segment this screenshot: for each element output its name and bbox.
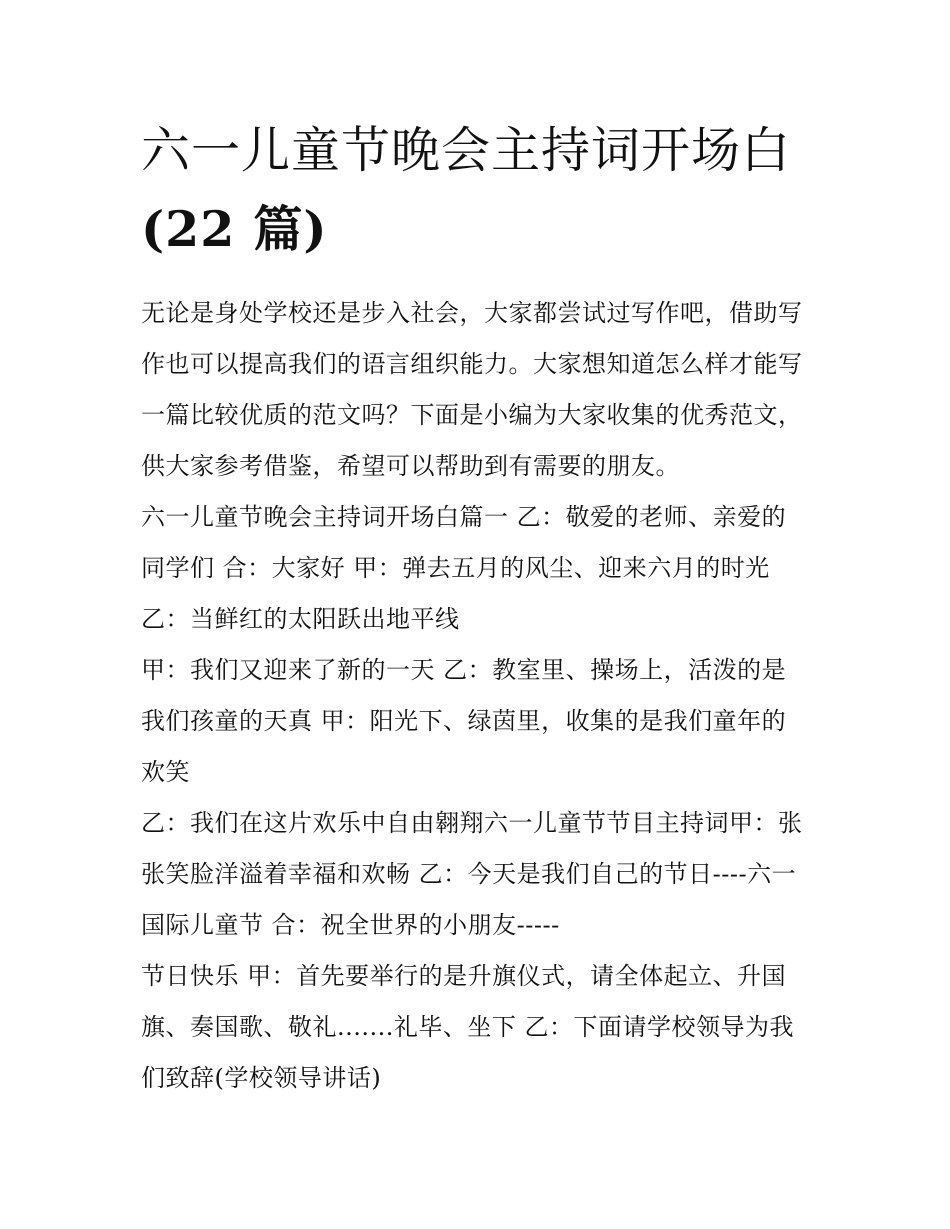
body-line: 乙：我们在这片欢乐中自由翱翔六一儿童节节目主持词甲：张: [141, 809, 803, 837]
document-page: [141, 112, 821, 1104]
body-text: [141, 492, 821, 1104]
body-line: 我们孩童的天真 甲：阳光下、绿茵里，收集的是我们童年的: [141, 707, 787, 735]
intro-line: 无论是身处学校还是步入社会，大家都尝试过写作吧，借助写: [141, 299, 803, 327]
body-line: 六一儿童节晚会主持词开场白篇一 乙：敬爱的老师、亲爱的: [141, 503, 787, 531]
intro-line: 作也可以提高我们的语言组织能力。大家想知道怎么样才能写: [141, 350, 803, 378]
body-line: 甲：我们又迎来了新的一天 乙：教室里、操场上，活泼的是: [141, 656, 787, 684]
body-line: 们致辞(学校领导讲话): [141, 1064, 382, 1092]
intro-line: 供大家参考借鉴，希望可以帮助到有需要的朋友。: [141, 452, 680, 480]
body-line: 国际儿童节 合：祝全世界的小朋友-----: [141, 911, 560, 939]
body-line: 乙：当鲜红的太阳跃出地平线: [141, 605, 460, 633]
document-title: [141, 112, 821, 268]
body-line: 同学们 合：大家好 甲：弹去五月的风尘、迎来六月的时光: [141, 554, 770, 582]
title-line-1: 六一儿童节晚会主持词开场白: [141, 122, 792, 179]
body-line: 张笑脸洋溢着幸福和欢畅 乙：今天是我们自己的节日----六一: [141, 860, 797, 888]
body-line: 欢笑: [141, 758, 190, 786]
title-line-2: (22 篇): [141, 200, 328, 258]
intro-line: 一篇比较优质的范文吗？下面是小编为大家收集的优秀范文，: [141, 401, 803, 429]
body-line: 旗、奏国歌、敬礼.......礼毕、坐下 乙：下面请学校领导为我: [141, 1013, 795, 1041]
body-line: 节日快乐 甲：首先要举行的是升旗仪式，请全体起立、升国: [141, 962, 787, 990]
intro-paragraph: [141, 288, 821, 492]
